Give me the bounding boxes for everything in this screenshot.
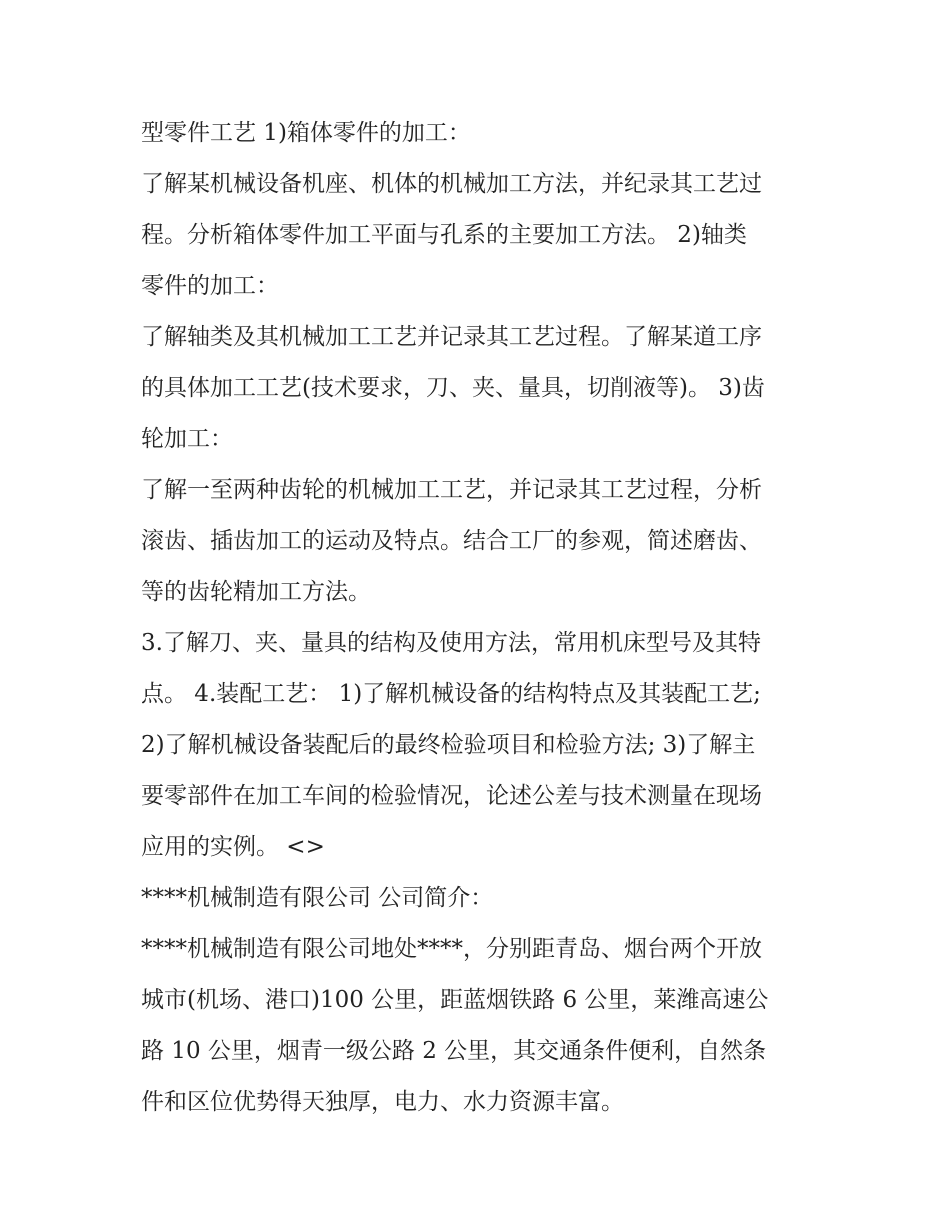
text-line: 路 10 公里，烟青一级公路 2 公里，其交通条件便利，自然条 <box>141 1038 767 1064</box>
text-line: 零件的加工： <box>141 273 279 299</box>
text-line: 轮加工： <box>141 426 233 452</box>
text-line: 应用的实例。 <> <box>141 834 325 860</box>
text-line: 点。 4.装配工艺： 1)了解机械设备的结构特点及其装配工艺; <box>141 681 761 707</box>
text-line: 型零件工艺 1)箱体零件的加工： <box>141 120 471 146</box>
text-line: 的具体加工工艺(技术要求，刀、夹、量具，切削液等)。 3)齿 <box>141 375 765 401</box>
text-line: 要零部件在加工车间的检验情况，论述公差与技术测量在现场 <box>141 783 762 809</box>
text-line: 了解一至两种齿轮的机械加工工艺，并记录其工艺过程，分析 <box>141 477 762 503</box>
text-line: 了解某机械设备机座、机体的机械加工方法，并纪录其工艺过 <box>141 171 762 197</box>
text-line: 等的齿轮精加工方法。 <box>141 579 371 605</box>
text-line: 件和区位优势得天独厚，电力、水力资源丰富。 <box>141 1089 624 1115</box>
text-line: 滚齿、插齿加工的运动及特点。结合工厂的参观，简述磨齿、 <box>141 528 762 554</box>
text-line: 了解轴类及其机械加工工艺并记录其工艺过程。了解某道工序 <box>141 324 762 350</box>
text-line: 3.了解刀、夹、量具的结构及使用方法，常用机床型号及其特 <box>141 630 761 656</box>
document-body <box>141 108 831 1128</box>
text-line: 2)了解机械设备装配后的最终检验项目和检验方法; 3)了解主 <box>141 732 756 758</box>
text-line: 城市(机场、港口)100 公里，距蓝烟铁路 6 公里，莱潍高速公 <box>141 987 769 1013</box>
text-line: ****机械制造有限公司 公司简介： <box>141 885 494 911</box>
text-line: 程。分析箱体零件加工平面与孔系的主要加工方法。 2)轴类 <box>141 222 747 248</box>
text-line: ****机械制造有限公司地处****，分别距青岛、烟台两个开放 <box>141 936 762 962</box>
